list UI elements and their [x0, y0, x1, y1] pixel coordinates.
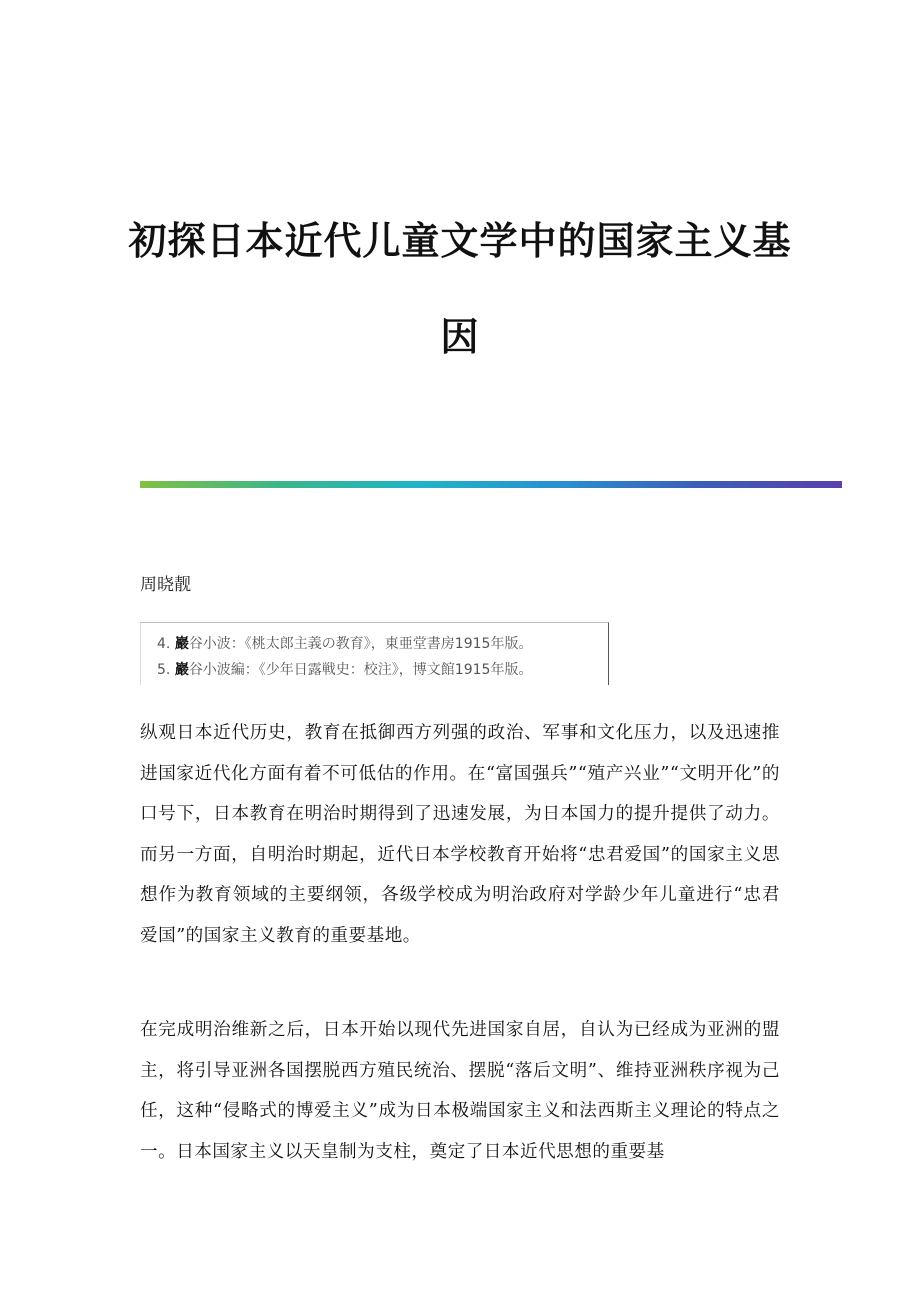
body-paragraph-1: 纵观日本近代历史，教育在抵御西方列强的政治、军事和文化压力，以及迅速推进国家近代化方面有着不可低估的作用。在“富国强兵”“殖产兴业”“文明开化”的口号下，日本教育在明治时期得到了迅速发展，为日本国力的提升提供了动力。而另一方面，自明治时期起，近代日本学校教育开始将“忠君爱国”的国家主义思想作为教育领域的主要纲领，各级学校成为明治政府对学龄少年儿童进行“忠君爱国”的国家主义教育的重要基地。 — [140, 723, 780, 946]
body-paragraph-2: 在完成明治维新之后，日本开始以现代先进国家自居，自认为已经成为亚洲的盟主，将引导亚洲各国摆脱西方殖民统治、摆脱“落后文明”、维持亚洲秩序视为己任，这种“侵略式的博爱主义”成为日本极端国家主义和法西斯主义理论的特点之一。日本国家主义以天皇制为支柱，奠定了日本近代思想的重要基 — [140, 1020, 780, 1162]
reference-bold-char: 巖 — [174, 636, 189, 652]
reference-image — [140, 622, 609, 685]
gradient-divider — [140, 481, 842, 488]
author-name: 周晓靓 — [140, 575, 191, 595]
document-title-line-2: 因 — [440, 314, 480, 359]
reference-item — [157, 633, 532, 653]
reference-number: 5. — [157, 662, 171, 678]
reference-number: 4. — [157, 636, 171, 652]
reference-bold-char: 巖 — [174, 662, 189, 678]
reference-item — [157, 659, 532, 679]
reference-text: 谷小波編：《少年日露戦史：校注》，博文館1915年版。 — [188, 662, 533, 678]
document-title-line-1: 初探日本近代儿童文学中的国家主义基 — [128, 218, 792, 263]
reference-text: 谷小波：《桃太郎主義の教育》，東亜堂書房1915年版。 — [188, 636, 533, 652]
